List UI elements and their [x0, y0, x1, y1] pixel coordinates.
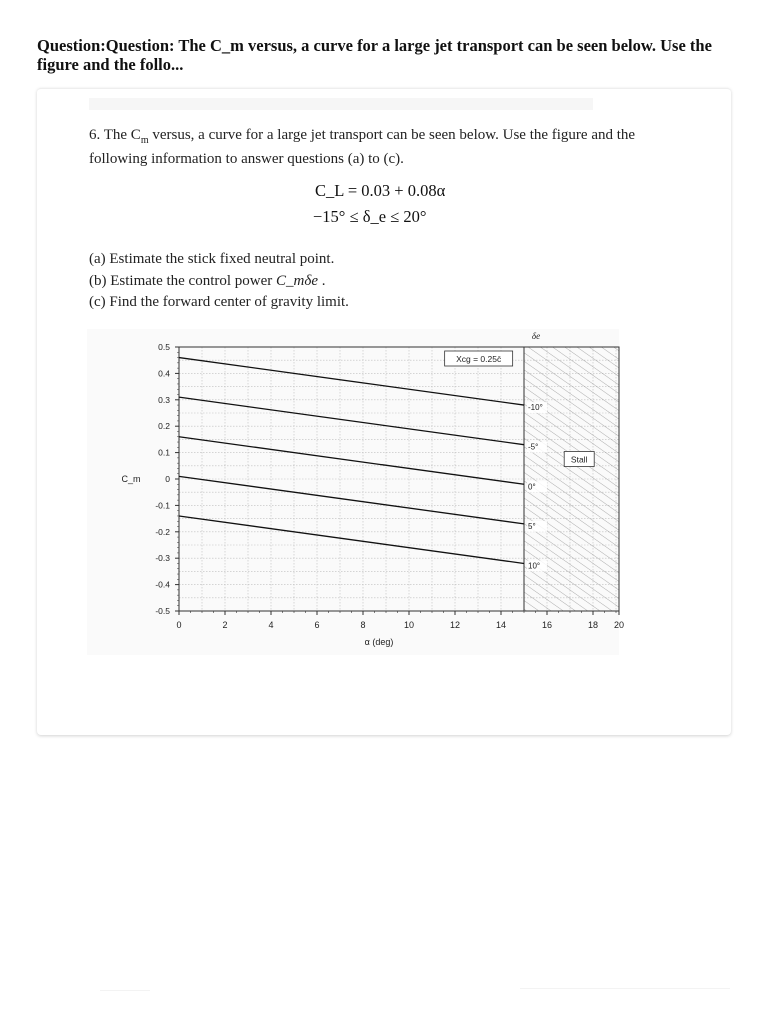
series-line	[179, 397, 524, 445]
series-label: 10°	[528, 561, 541, 571]
x-tick-label: 2	[222, 620, 228, 630]
lift-equation	[315, 181, 445, 201]
footer-divider-left	[100, 990, 150, 991]
part-a: (a) Estimate the stick fixed neutral point.	[89, 251, 335, 267]
y-tick-label: 0.1	[158, 447, 170, 458]
part-b-symbol: C_mδe	[276, 272, 318, 289]
elevator-range-text: −15° ≤ δ_e ≤ 20°	[313, 207, 427, 226]
page-title: Question:Question: The C_m versus, a curve for a large jet transport can be seen below. Use the figure and the follo...	[37, 36, 712, 74]
x-tick-label: 4	[268, 620, 274, 630]
cm-alpha-chart	[87, 329, 625, 655]
y-tick-label: -0.2	[155, 526, 170, 537]
series-label: 5°	[528, 521, 536, 531]
series-line	[179, 476, 524, 524]
y-tick-label: -0.4	[155, 579, 170, 590]
chart-svg	[87, 329, 625, 655]
question-stem	[89, 126, 649, 169]
x-tick-label: 12	[449, 620, 461, 630]
x-tick-label: 0	[176, 620, 182, 630]
legend-text: Xcg = 0.25c̄	[456, 354, 502, 364]
elevator-axis-label: δe	[531, 331, 541, 341]
y-tick-label: 0.2	[158, 421, 170, 432]
part-b-text: (b) Estimate the control power	[89, 272, 273, 289]
x-tick-label: 20	[613, 620, 625, 630]
footer-divider-right	[520, 988, 730, 989]
x-tick-label: 16	[541, 620, 553, 630]
y-tick-label: -0.1	[155, 500, 170, 511]
question-card	[37, 88, 731, 735]
y-tick-label: -0.5	[155, 606, 170, 616]
x-tick-label: 14	[495, 620, 507, 630]
stem-subscript: m	[140, 135, 149, 146]
stem-text-start: The C	[103, 127, 141, 143]
part-b: (b) Estimate the control power C_mδe .	[89, 272, 326, 289]
y-tick-label: 0.4	[158, 368, 170, 379]
stem-text-rest: versus, a curve for a large jet transport can be seen below. Use the figure and the following information to answer questions (a) to (c).	[89, 127, 636, 167]
lift-equation-text: C_L = 0.03 + 0.08α	[315, 181, 446, 200]
card-top-bar	[89, 98, 593, 110]
x-tick-label: 18	[587, 620, 599, 630]
series-lines	[179, 358, 524, 564]
series-label: -10°	[528, 403, 543, 413]
stall-label: Stall	[570, 454, 588, 465]
series-line	[179, 516, 524, 564]
x-tick-label: 6	[314, 620, 320, 630]
y-tick-label: -0.3	[155, 553, 170, 564]
question-number: 6.	[89, 127, 101, 143]
y-axis-label: C_m	[121, 474, 141, 484]
elevator-range	[313, 207, 426, 227]
y-tick-label: 0.3	[158, 394, 170, 405]
y-tick-label: 0	[165, 474, 170, 484]
part-c: (c) Find the forward center of gravity limit.	[89, 294, 349, 310]
y-tick-label: 0.5	[158, 342, 170, 352]
series-line	[179, 437, 524, 485]
x-tick-label: 8	[360, 620, 366, 630]
series-label: 0°	[528, 482, 536, 492]
x-tick-label: 10	[403, 620, 415, 630]
x-axis-label: α (deg)	[364, 637, 394, 647]
series-label: -5°	[528, 442, 539, 452]
question-parts	[89, 249, 349, 314]
